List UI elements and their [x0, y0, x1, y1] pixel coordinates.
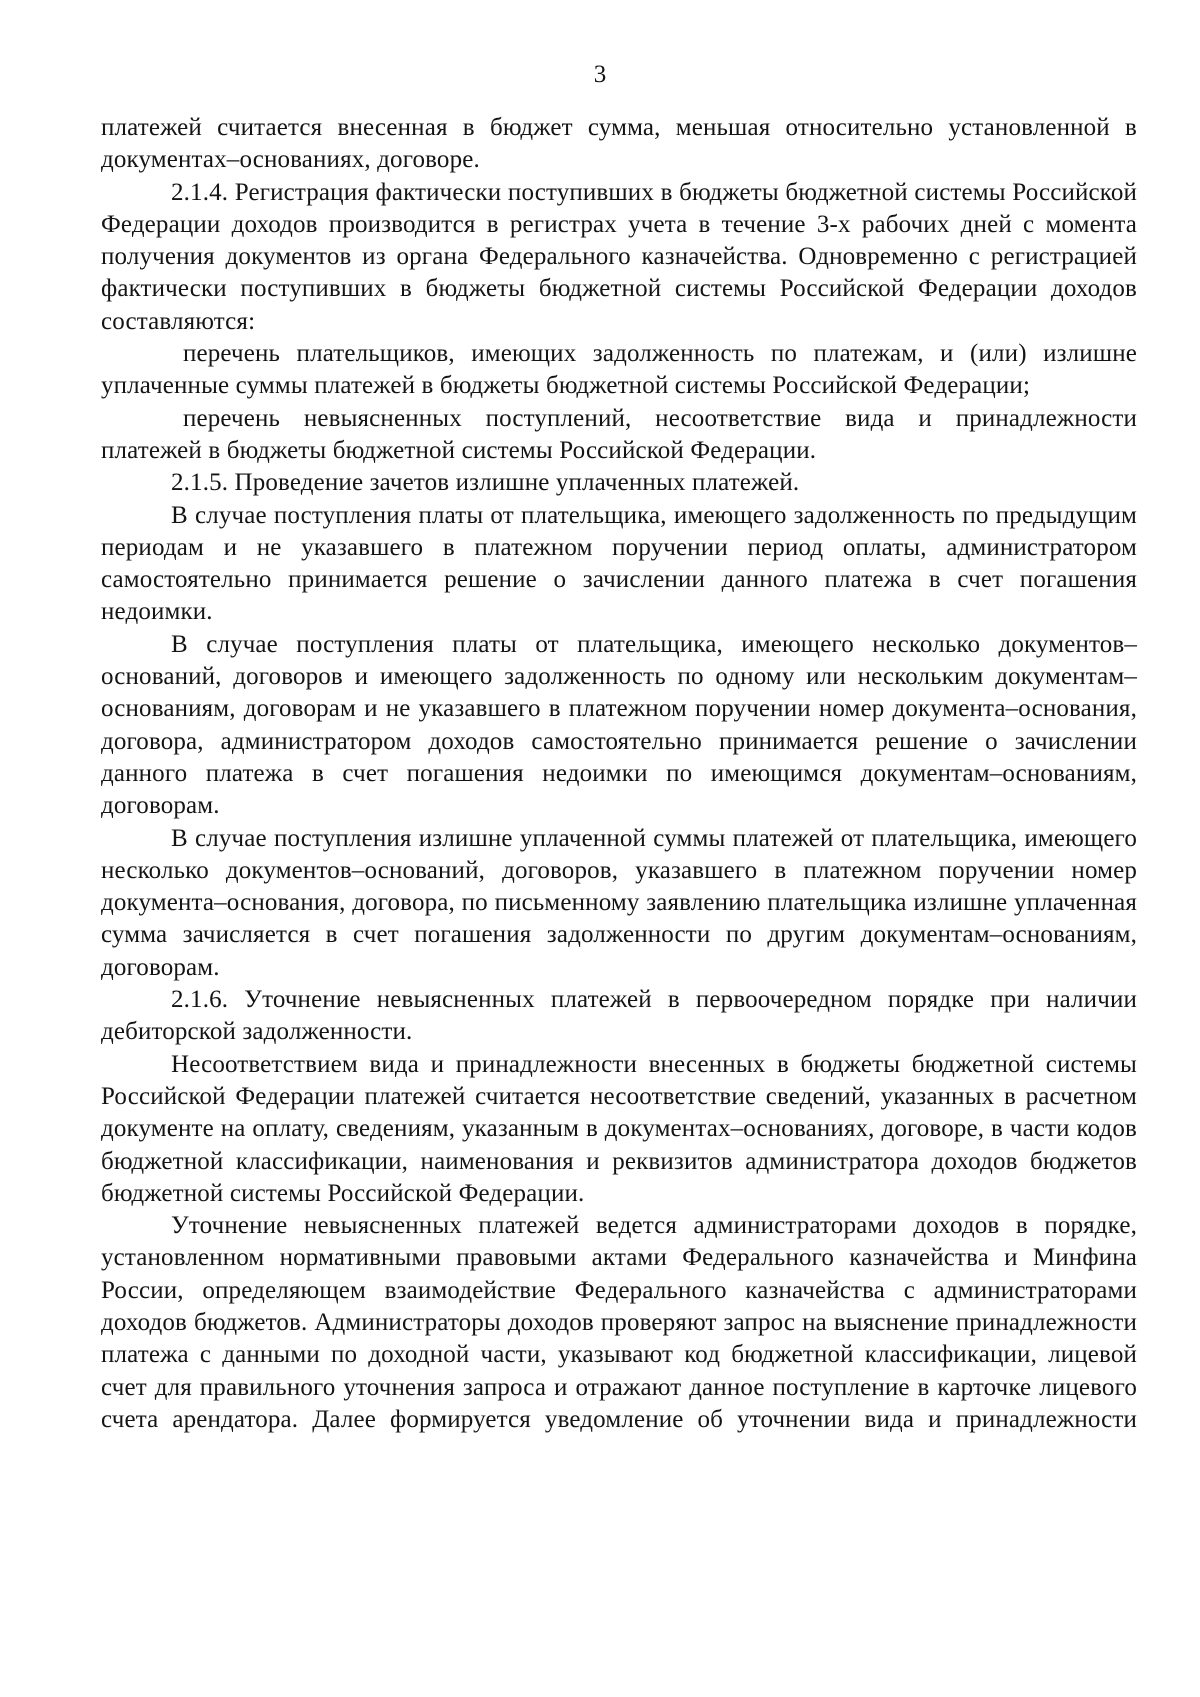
paragraph-continuation: платежей считается внесенная в бюджет сумма, меньшая относительно установленной в документах–основаниях, договоре. — [101, 114, 1137, 174]
paragraph-mismatch-definition: Несоответствием вида и принадлежности внесенных в бюджеты бюджетной системы Российской Федерации платежей считается несоответствие сведений, указанных в расчетном документе на оплату, сведениям, указанным в документах–основаниях, договоре, в части кодов бюджетной классификации, наименования и реквизитов администратора доходов бюджетов бюджетной системы Российской Федерации. — [101, 1050, 1137, 1207]
paragraph-clarification-procedure: Уточнение невыясненных платежей ведется администраторами доходов в порядке, установленном нормативными правовыми актами Федерального казначейства и Минфина России, определяющем взаимодействие Федерального казначейства с администраторами доходов бюджетов. Администраторы доходов проверяют запрос на выяснение принадлежности платежа с данными по доходной части, указывают код бюджетной классификации, лицевой счет для правильного уточнения запроса и отражают данное поступление в карточке лицевого счета арендатора. Далее формируется уведомление об уточнении вида и принадлежности — [101, 1212, 1137, 1433]
paragraph-payment-offset-3: В случае поступления излишне уплаченной суммы платежей от плательщика, имеющего несколько документов–оснований, договоров, указавшего в платежном поручении номер документа–основания, договора, по письменному заявлению плательщика излишне уплаченная сумма зачисляется в счет погашения задолженности по другим документам–основаниям, договорам. — [101, 824, 1137, 981]
paragraph-payment-offset-1: В случае поступления платы от плательщика, имеющего задолженность по предыдущим периодам и не указавшего в платежном поручении период оплаты, администратором самостоятельно принимается решение о зачислении данного платежа в счет погашения недоимки. — [101, 501, 1137, 626]
paragraph-2-1-5: 2.1.5. Проведение зачетов излишне уплаченных платежей. — [171, 469, 800, 497]
document-body — [101, 112, 1137, 1436]
paragraph-payment-offset-2: В случае поступления платы от плательщика, имеющего несколько документов–оснований, договоров и имеющего задолженность по одному или нескольким документам–основаниям, договорам и не указавшего в платежном поручении номер документа–основания, договора, администратором доходов самостоятельно принимается решение о зачислении данного платежа в счет погашения недоимки по имеющимся документам–основаниям, договорам. — [101, 630, 1137, 820]
page-number: 3 — [593, 61, 607, 88]
paragraph-2-1-6: 2.1.6. Уточнение невыясненных платежей в первоочередном порядке при наличии дебиторской задолженности. — [101, 986, 1137, 1046]
paragraph-unclear-receipts-list: перечень невыясненных поступлений, несоответствие вида и принадлежности платежей в бюджеты бюджетной системы Российской Федерации. — [101, 404, 1137, 464]
paragraph-2-1-4: 2.1.4. Регистрация фактически поступивших в бюджеты бюджетной системы Российской Федерации доходов производится в регистрах учета в течение 3-х рабочих дней с момента получения документов из органа Федерального казначейства. Одновременно с регистрацией фактически поступивших в бюджеты бюджетной системы Российской Федерации доходов составляются: — [101, 178, 1137, 335]
paragraph-debtors-list: перечень плательщиков, имеющих задолженность по платежам, и (или) излишне уплаченные суммы платежей в бюджеты бюджетной системы Российской Федерации; — [101, 340, 1137, 400]
